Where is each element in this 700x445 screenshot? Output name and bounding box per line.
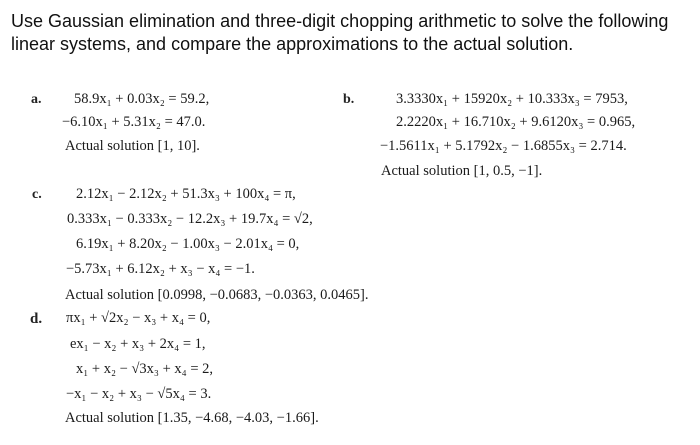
problem-statement: Use Gaussian elimination and three-digit chopping arithmetic to solve the following linear systems, and compare the approximations to the actual solution. (11, 11, 669, 54)
part-a-label: a. (31, 92, 42, 107)
part-c-equation-3: 6.19x₁ + 8.20x₂ − 1.00x₃ − 2.01x₄ = 0, (76, 236, 300, 252)
part-b-equation-3: −1.5611x₁ + 5.1792x₂ − 1.6855x₃ = 2.714. (380, 138, 627, 154)
part-c-equation-1: 2.12x₁ − 2.12x₂ + 51.3x₃ + 100x₄ = π, (76, 186, 296, 202)
part-d-equation-3: x₁ + x₂ − √3x₃ + x₄ = 2, (76, 361, 214, 377)
part-d-equation-1: πx₁ + √2x₂ − x₃ + x₄ = 0, (66, 310, 211, 326)
part-c-label: c. (32, 187, 42, 202)
part-d-label: d. (30, 311, 43, 327)
part-a-solution: Actual solution [1, 10]. (65, 138, 200, 154)
part-d-equation-2: ex₁ − x₂ + x₃ + 2x₄ = 1, (70, 336, 206, 352)
part-a-equation-2: −6.10x₁ + 5.31x₂ = 47.0. (62, 114, 206, 130)
part-b-solution: Actual solution [1, 0.5, −1]. (381, 163, 543, 179)
part-d-solution: Actual solution [1.35, −4.68, −4.03, −1.66]. (65, 410, 319, 426)
part-b-equation-1: 3.3330x₁ + 15920x₂ + 10.333x₃ = 7953, (396, 91, 628, 107)
part-c-equation-2: 0.333x₁ − 0.333x₂ − 12.2x₃ + 19.7x₄ = √2, (67, 211, 313, 227)
part-b-equation-2: 2.2220x₁ + 16.710x₂ + 9.6120x₃ = 0.965, (396, 114, 636, 130)
part-b-label: b. (343, 92, 355, 107)
part-c-equation-4: −5.73x₁ + 6.12x₂ + x₃ − x₄ = −1. (66, 261, 255, 277)
part-a-equation-1: 58.9x₁ + 0.03x₂ = 59.2, (74, 91, 210, 107)
part-d-equation-4: −x₁ − x₂ + x₃ − √5x₄ = 3. (66, 386, 212, 402)
part-c-solution: Actual solution [0.0998, −0.0683, −0.0363, 0.0465]. (65, 287, 369, 303)
